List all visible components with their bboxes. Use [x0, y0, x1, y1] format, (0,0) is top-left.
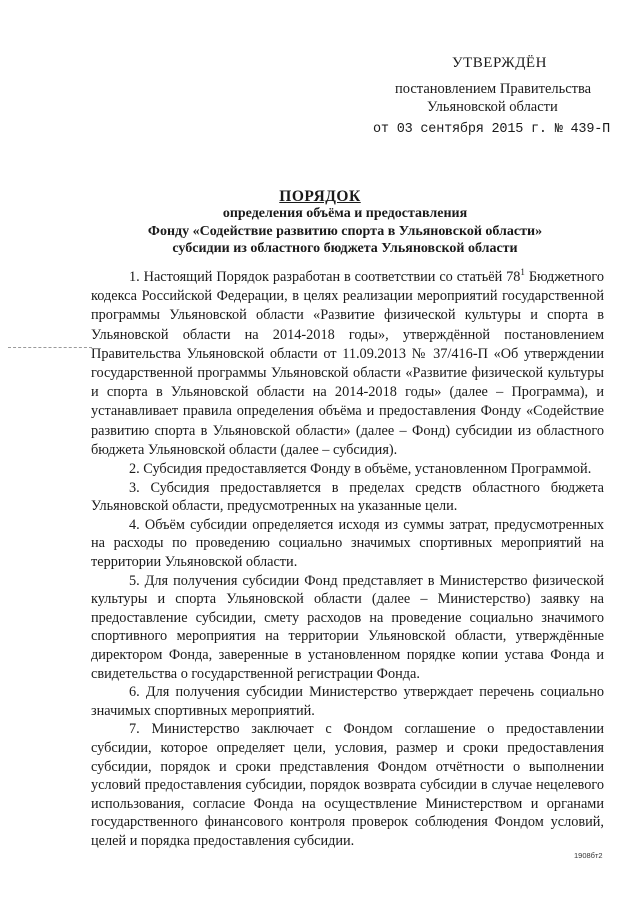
document-title: ПОРЯДОК [279, 188, 361, 205]
approval-region: Ульяновской области [427, 99, 558, 115]
paragraph-7: 7. Министерство заключает с Фондом соглашение о предоставлении субсидии, которое определяет цели, условия, размер и сроки предоставления субсидии, порядок и сроки представления Фондом отчётности о выполнении условий предоставления субсидии, порядок возврата субсидии в случае нецелевого использования, согласие Фонда на осуществление Министерством и органами государственного финансового контроля проверок соблюдения Фондом условий, целей и порядка предоставления субсидии. [91, 721, 604, 849]
paragraph-6: 6. Для получения субсидии Министерство утверждает перечень социально значимых спортивных мероприятий. [91, 684, 604, 719]
article-superscript: 1 [520, 267, 525, 278]
footer-code: 1908бт2 [574, 851, 603, 860]
approval-date: от 03 сентября 2015 г. № 439-П [373, 122, 611, 137]
paragraph-1-rest: Бюджетного кодекса Российской Федерации, в целях реализации мероприятий государственной программы Ульяновской области «Развитие физической культуры и спорта в Ульяновской области на 2014-2018 годы», утверждённой постановлением Правительства Ульяновской области от 11.09.2013 № 37/416-П «Об утверждении государственной программы Ульяновской области «Развитие физической культуры и спорта в Ульяновской области на 2014-2018 годы» (далее – Программа), и устанавливает правила определения объёма и предоставления Фонду «Содействие развитию спорта в Ульяновской области» (далее – Фонд) субсидии из областного бюджета Ульяновской области (далее – субсидия). [91, 269, 604, 458]
margin-dash-mark [8, 347, 92, 348]
approval-title: УТВЕРЖДЁН [452, 55, 547, 71]
document-subtitle [95, 205, 595, 258]
paragraph-4: 4. Объём субсидии определяется исходя из суммы затрат, предусмотренных на расходы по проведению социально значимых спортивных мероприятий на территории Ульяновской области. [91, 516, 604, 570]
subtitle-line-1: определения объёма и предоставления [222, 206, 468, 221]
document-body [91, 268, 604, 851]
paragraph-3: 3. Субсидия предоставляется в пределах средств областного бюджета Ульяновской области, предусмотренных на указанные цели. [91, 479, 604, 515]
paragraph-2: 2. Субсидия предоставляется Фонду в объёме, установленном Программой. [129, 461, 592, 478]
approval-authority: постановлением Правительства [395, 81, 592, 97]
paragraph-1-start: 1. Настоящий Порядок разработан в соответствии со статьёй 78 [129, 269, 521, 285]
subtitle-line-3: субсидии из областного бюджета Ульяновской области [172, 241, 518, 256]
paragraph-1 [91, 268, 604, 460]
subtitle-line-2: Фонду «Содействие развитию спорта в Ульяновской области» [147, 223, 543, 239]
paragraph-5: 5. Для получения субсидии Фонд представляет в Министерство физической культуры и спорта Ульяновской области (далее – Министерство) заявку на предоставление субсидии, смету расходов на проведение социально значимого спортивного мероприятия на территории Ульяновской области, утверждённые директором Фонда, заверенные в установленном порядке копии устава Фонда и свидетельства о государственной регистрации Фонда. [91, 572, 604, 682]
